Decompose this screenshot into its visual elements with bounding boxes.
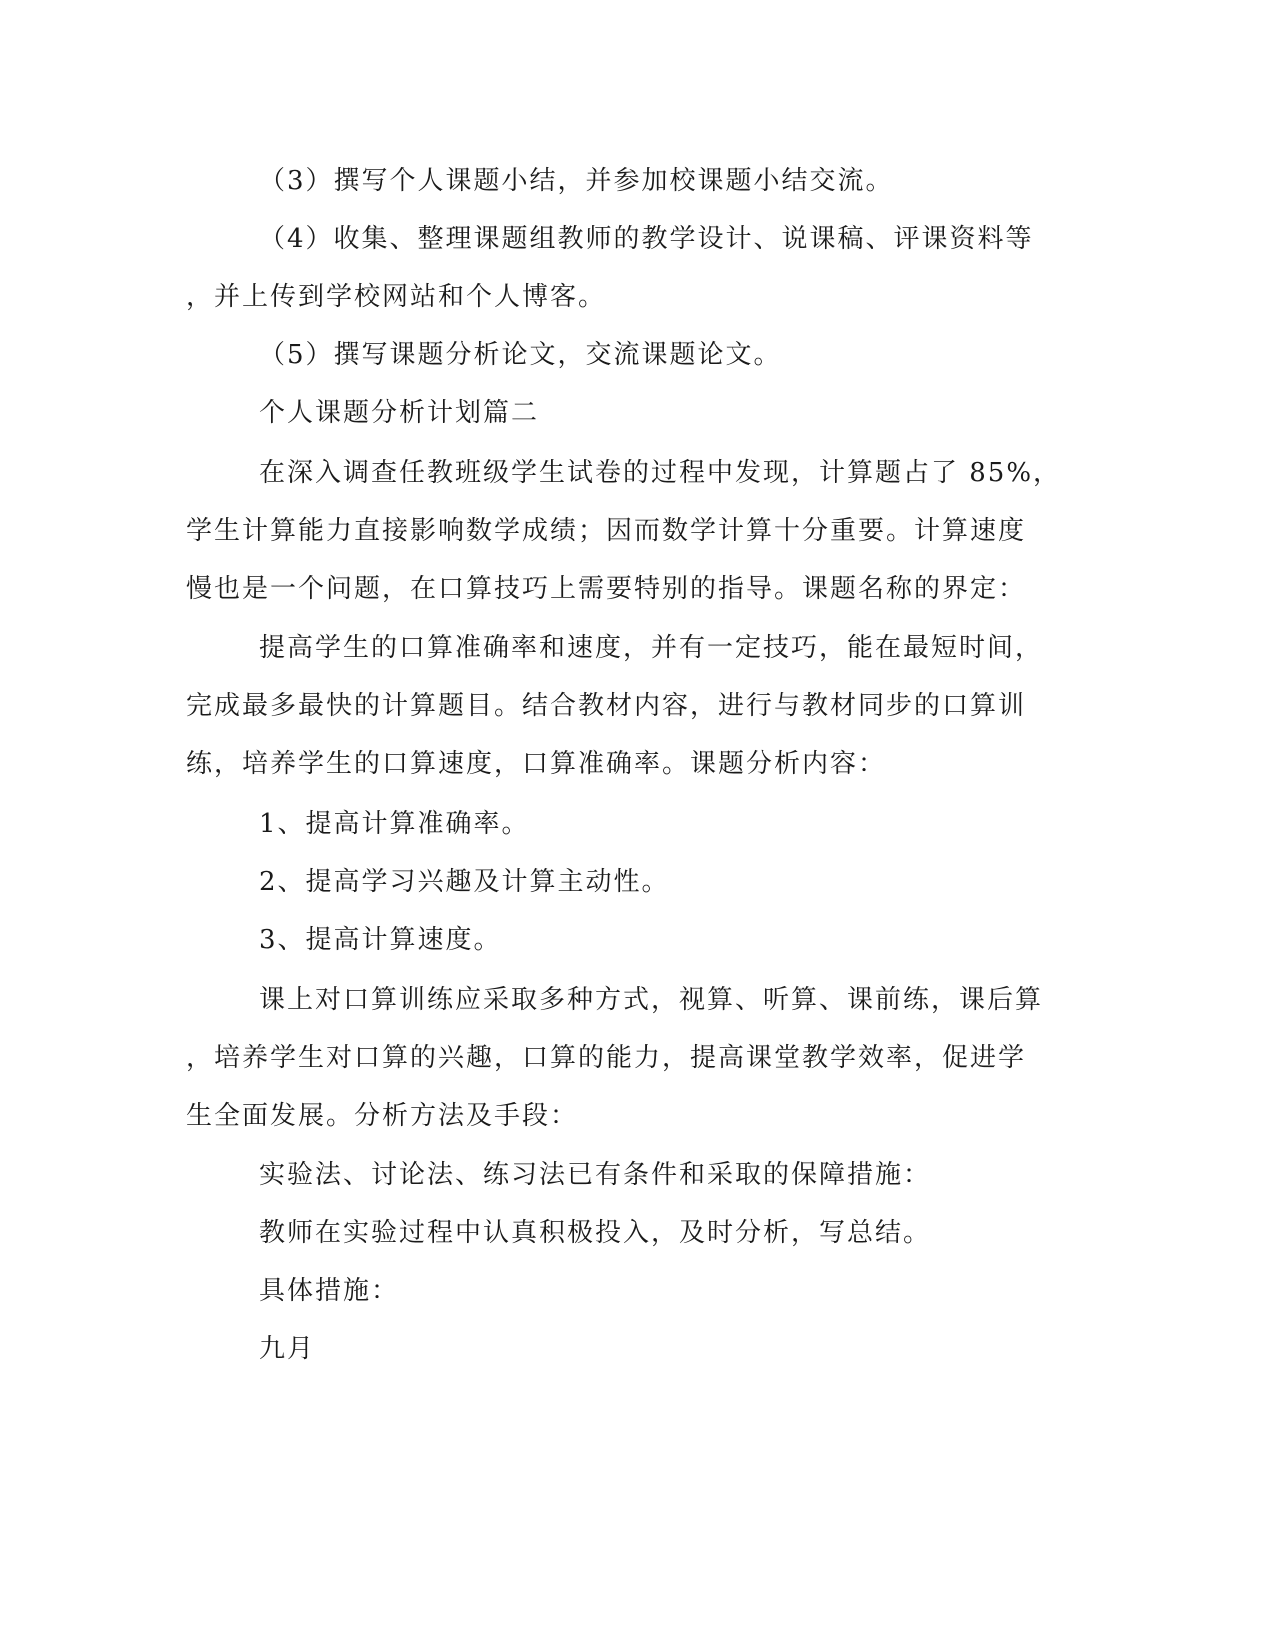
methods-line: 实验法、讨论法、练习法已有条件和采取的保障措施： [259, 1160, 932, 1190]
paragraph-3-line-2: ，培养学生对口算的兴趣，口算的能力，提高课堂教学效率，促进学 [186, 1043, 1027, 1073]
paragraph-2-line-1: 提高学生的口算准确率和速度，并有一定技巧，能在最短时间， [259, 633, 1044, 663]
measures-heading: 具体措施： [259, 1276, 400, 1306]
item-4-line-1: （4）收集、整理课题组教师的教学设计、说课稿、评课资料等 [259, 224, 1034, 254]
teacher-line: 教师在实验过程中认真积极投入，及时分析，写总结。 [259, 1218, 932, 1248]
paragraph-2-line-2: 完成最多最快的计算题目。结合教材内容，进行与教材同步的口算训 [186, 691, 1027, 721]
paragraph-2-line-3: 练，培养学生的口算速度，口算准确率。课题分析内容： [186, 749, 887, 779]
list-item-3: 3、提高计算速度。 [259, 925, 502, 955]
paragraph-3-line-3: 生全面发展。分析方法及手段： [186, 1101, 579, 1131]
item-3-line: （3）撰写个人课题小结，并参加校课题小结交流。 [259, 166, 894, 196]
paragraph-1-line-1: 在深入调查任教班级学生试卷的过程中发现，计算题占了 85%， [259, 458, 1062, 488]
paragraph-1-line-3: 慢也是一个问题，在口算技巧上需要特别的指导。课题名称的界定： [186, 574, 1027, 604]
item-5-line: （5）撰写课题分析论文，交流课题论文。 [259, 340, 782, 370]
month-heading: 九月 [259, 1334, 316, 1364]
list-item-1: 1、提高计算准确率。 [259, 809, 530, 839]
section-heading: 个人课题分析计划篇二 [259, 398, 540, 428]
item-4-line-2: ，并上传到学校网站和个人博客。 [186, 282, 607, 312]
paragraph-1-line-2: 学生计算能力直接影响数学成绩；因而数学计算十分重要。计算速度 [186, 516, 1027, 546]
paragraph-3-line-1: 课上对口算训练应采取多种方式，视算、听算、课前练，课后算 [259, 985, 1044, 1015]
list-item-2: 2、提高学习兴趣及计算主动性。 [259, 867, 670, 897]
